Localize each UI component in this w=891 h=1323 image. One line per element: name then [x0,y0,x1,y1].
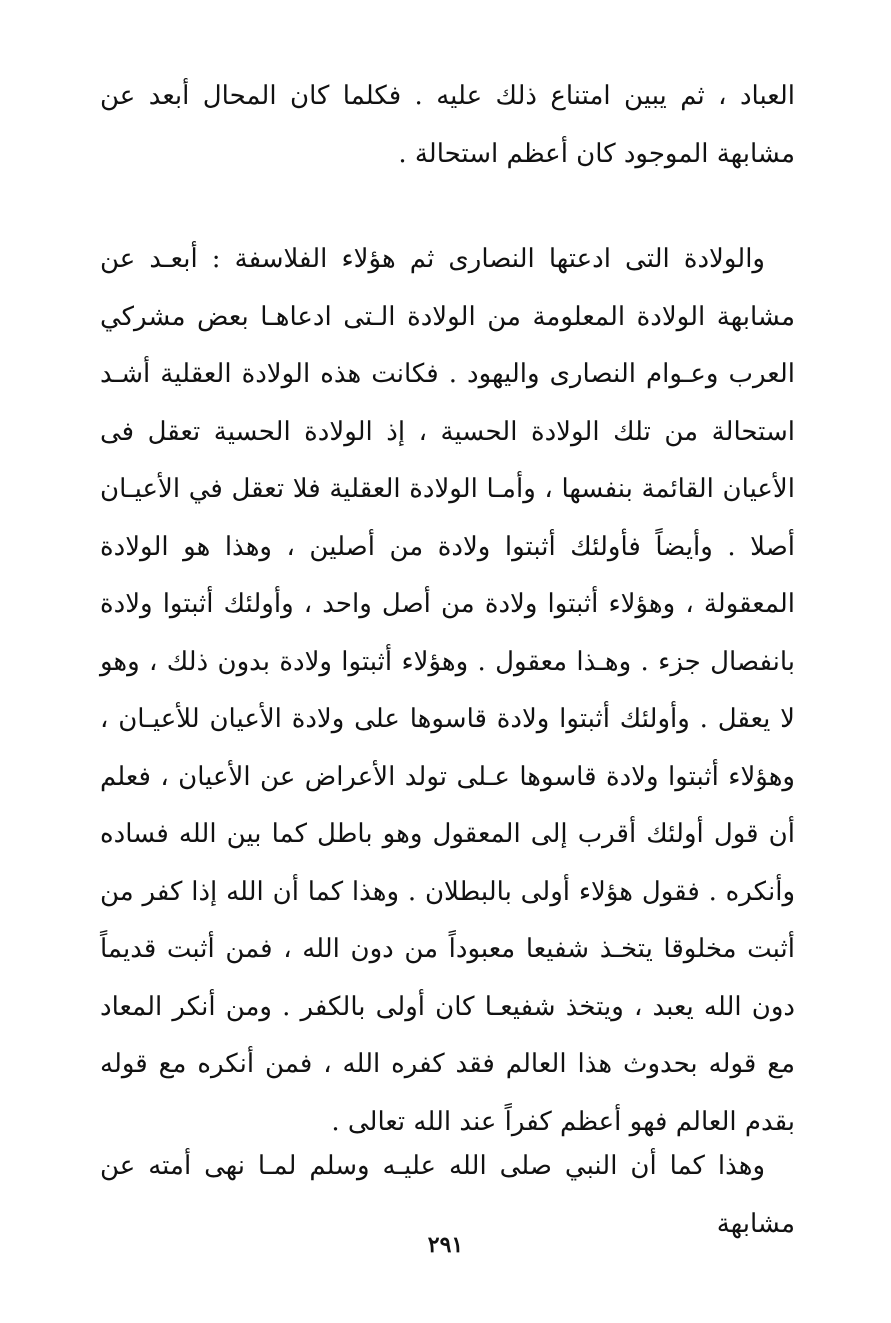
page-number: ٢٩١ [427,1232,464,1258]
paragraph-main: والولادة التى ادعتها النصارى ثم هؤلاء الفلاسفة : أبعـد عن مشابهة الولادة المعلومة من الولادة الـتى ادعاهـا بعض مشركي العرب وعـوام النصارى واليهود . فكانت هذه الولادة العقلية أشـد استحالة من تلك الولادة الحسية ، إذ الولادة الحسية تعقل فى الأعيان القائمة بنفسها ، وأمـا الولادة العقلية فلا تعقل في الأعيـان أصلا . وأيضاً فأولئك أثبتوا ولادة من أصلين ، وهذا هو الولادة المعقولة ، وهؤلاء أثبتوا ولادة من أصل واحد ، وأولئك أثبتوا ولادة بانفصال جزء . وهـذا معقول . وهؤلاء أثبتوا ولادة بدون ذلك ، وهو لا يعقل . وأولئك أثبتوا ولادة قاسوها على ولادة الأعيان للأعيـان ، وهؤلاء أثبتوا ولادة قاسوها عـلى تولد الأعراض عن الأعيان ، فعلم أن قول أولئك أقرب إلى المعقول وهو باطل كما بين الله فساده وأنكره . فقول هؤلاء أولى بالبطلان . وهذا كما أن الله إذا كفر من أثبت مخلوقا يتخـذ شفيعا معبوداً من دون الله ، فمن أثبت قديماً دون الله يعبد ، ويتخذ شفيعـا كان أولى بالكفر . ومن أنكر المعاد مع قوله بحدوث هذا العالم فقد كفره الله ، فمن أنكره مع قوله بقدم العالم فهو أعظم كفراً عند الله تعالى . [100,244,795,1137]
paragraph-final: وهذا كما أن النبي صلى الله عليـه وسلم لمـا نهى أمته عن مشابهة [100,1151,795,1239]
paragraph-continued: العباد ، ثم يبين امتناع ذلك عليه . فكلما كان المحال أبعد عن مشابهة الموجود كان أعظم استحالة . [100,81,795,169]
